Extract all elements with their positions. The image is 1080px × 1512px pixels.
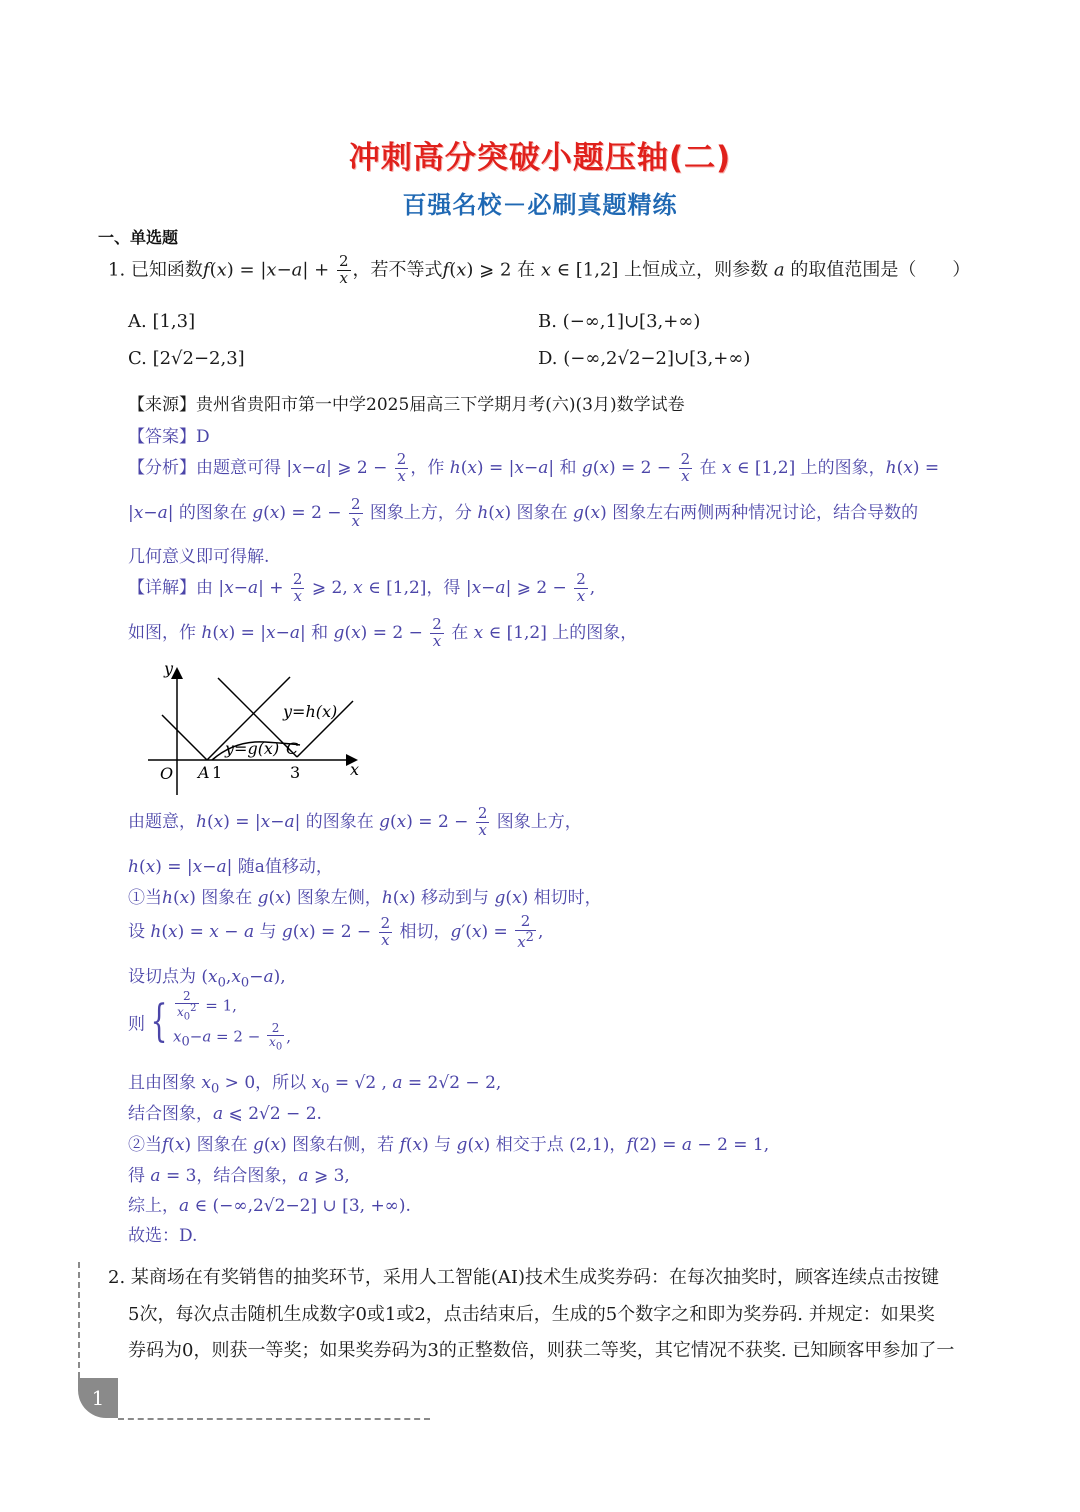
function-graph-figure	[140, 660, 370, 800]
question-2-line-3: 券码为0，则获一等奖；如果奖券码为3的正整数倍，则获二等奖，其它情况不获奖. 已知顾客甲参加了一	[128, 1340, 955, 1361]
analysis-line-2: |x−a| 的图象在 g(x) = 2 − $\frac{2}{x}$ 图象上方，分 h(x) 图象在 g(x) 图象左右两侧两种情况讨论，结合导数的	[128, 495, 919, 530]
question-1-stem: 1. 已知函数f(x) = |x−a| + $\frac{2}{x}$ ，若不等式f(x) ⩾ 2 在 x ∈ [1,2] 上恒成立，则参数 a 的取值范围是（ ）	[108, 252, 971, 287]
detail-case-2: ②当f(x) 图象在 g(x) 图象右侧，若 f(x) 与 g(x) 相交于点 (2,1)，f(2) = a − 2 = 1,	[128, 1135, 770, 1155]
detail-equation-system: 则 { $\frac{2}{x_0^2}$ = 1, $x_0-a = 2$ − $\frac{2}{x_0}$ ,	[128, 989, 291, 1053]
footer-dashed-vertical	[78, 1262, 80, 1378]
option-a[interactable]: A. [1,3]	[128, 311, 196, 332]
detail-case-1: ①当h(x) 图象在 g(x) 图象左侧，h(x) 移动到与 g(x) 相切时，	[128, 888, 602, 908]
source-line: 【来源】贵州省贵阳市第一中学2025届高三下学期月考(六)(3月)数学试卷	[128, 395, 685, 415]
point-a-label: A	[198, 763, 210, 782]
g-curve-label: y=g(x)	[225, 739, 280, 758]
page-number-badge: 1	[78, 1378, 118, 1418]
point-c-label: C	[286, 739, 299, 758]
page-subtitle: 百强名校－必刷真题精练	[402, 191, 678, 219]
h-curve-label: y=h(x)	[283, 702, 338, 721]
y-axis-label: y	[164, 660, 174, 678]
detail-tangent: 设 h(x) = x − a 与 g(x) = 2 − $\frac{2}{x}$ 相切，g′(x) = $\frac{2}{x^2}$ ,	[128, 912, 544, 951]
detail-tangent-point: 设切点为 $(x_0,x_0-a)$,	[128, 967, 286, 991]
detail-line-3: 由题意，h(x) = |x−a| 的图象在 g(x) = 2 − $\frac{2}{x}$ 图象上方，	[128, 804, 582, 839]
answer-line: 【答案】D	[128, 427, 210, 447]
analysis-line-1: 【分析】由题意可得 |x−a| ⩾ 2 − $\frac{2}{x}$ ，作 h(x) = |x−a| 和 g(x) = 2 − $\frac{2}{x}$ 在 x ∈ [1,2] 上的图象，h(x) =	[128, 450, 940, 485]
origin-label: O	[160, 764, 174, 783]
detail-line-4: h(x) = |x−a| 随a值移动，	[128, 857, 333, 877]
footer-dashed-horizontal	[118, 1418, 430, 1420]
question-number: 1.	[108, 259, 126, 281]
x-axis-label: x	[350, 760, 360, 779]
detail-summary: 综上，a ∈ (−∞,2√2−2] ∪ [3, +∞).	[128, 1196, 411, 1216]
tick-1-label: 1	[212, 763, 223, 782]
option-c[interactable]: C. [2√2−2,3]	[128, 348, 245, 369]
question-2-line-2: 5次，每次点击随机生成数字0或1或2，点击结束后，生成的5个数字之和即为奖券码. 并规定：如果奖	[128, 1304, 935, 1325]
detail-result: 且由图象 $x_0 > 0$，所以 $x_0 = √2$ , a = 2√2 − 2,	[128, 1073, 502, 1097]
detail-combine-1: 结合图象，a ⩽ 2√2 − 2.	[128, 1104, 322, 1124]
detail-get-a: 得 a = 3，结合图象，a ⩾ 3,	[128, 1166, 350, 1186]
section-heading: 一、单选题	[98, 228, 179, 247]
question-2-line-1: 2. 某商场在有奖销售的抽奖环节，采用人工智能(AI)技术生成奖券码：在每次抽奖时，顾客连续点击按键	[108, 1267, 940, 1288]
detail-line-1: 【详解】由 |x−a| + $\frac{2}{x}$ ⩾ 2, x ∈ [1,2]，得 |x−a| ⩾ 2 − $\frac{2}{x}$ ,	[128, 570, 596, 605]
option-b[interactable]: B. (−∞,1]∪[3,+∞)	[538, 311, 701, 332]
tick-3-label: 3	[290, 763, 301, 782]
option-d[interactable]: D. (−∞,2√2−2]∪[3,+∞)	[538, 348, 751, 369]
page-title: 冲刺高分突破小题压轴(二)	[348, 140, 732, 176]
analysis-line-3: 几何意义即可得解.	[128, 547, 270, 567]
detail-choose: 故选：D.	[128, 1226, 198, 1246]
detail-line-2: 如图，作 h(x) = |x−a| 和 g(x) = 2 − $\frac{2}{x}$ 在 x ∈ [1,2] 上的图象，	[128, 615, 638, 650]
h-left-branch	[162, 715, 207, 760]
